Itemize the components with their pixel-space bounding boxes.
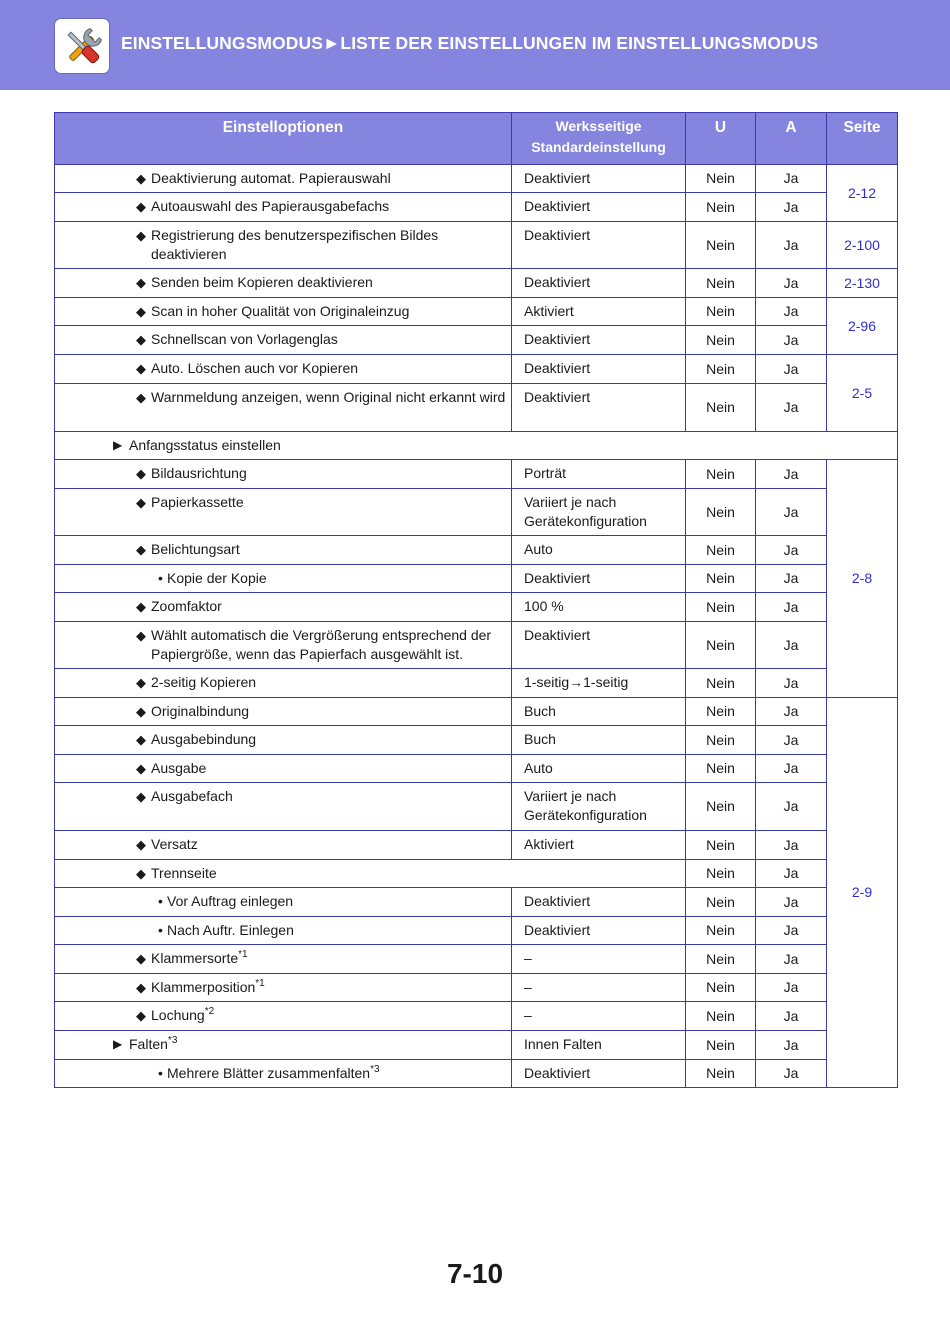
default-cell: Deaktiviert: [512, 326, 686, 355]
a-cell: Ja: [756, 783, 827, 831]
default-cell: Deaktiviert: [512, 269, 686, 298]
page-link[interactable]: 2-5: [827, 355, 898, 432]
default-cell: –: [512, 1002, 686, 1031]
option-cell: ◆ 2-seitig Kopieren: [55, 669, 512, 698]
default-cell: Deaktiviert: [512, 888, 686, 917]
option-cell: • Kopie der Kopie: [55, 565, 512, 593]
option-cell: ◆ Auto. Löschen auch vor Kopieren: [55, 355, 512, 384]
a-cell: Ja: [756, 384, 827, 432]
option-cell: ◆ Senden beim Kopieren deaktivieren: [55, 269, 512, 298]
u-cell: Nein: [686, 1002, 756, 1031]
option-label: Klammerposition: [151, 979, 256, 995]
u-cell: Nein: [686, 565, 756, 593]
a-cell: Ja: [756, 1002, 827, 1031]
u-cell: Nein: [686, 917, 756, 945]
page-link[interactable]: 2-100: [827, 222, 898, 269]
page-number: 7-10: [446, 1258, 504, 1289]
table-row: [55, 489, 898, 536]
table-row: [55, 269, 898, 298]
default-cell: Deaktiviert: [512, 355, 686, 384]
table-header-row: [55, 113, 898, 165]
a-cell: Ja: [756, 165, 827, 193]
option-cell: [55, 945, 512, 974]
default-cell: Deaktiviert: [512, 384, 686, 432]
header-default: [512, 113, 686, 165]
default-cell: Auto: [512, 536, 686, 565]
default-cell: Deaktiviert: [512, 222, 686, 269]
footnote-marker: *3: [370, 1064, 380, 1075]
u-cell: Nein: [686, 460, 756, 489]
a-cell: Ja: [756, 974, 827, 1002]
u-cell: Nein: [686, 593, 756, 622]
a-cell: Ja: [756, 326, 827, 355]
default-cell: Deaktiviert: [512, 1060, 686, 1088]
a-cell: Ja: [756, 460, 827, 489]
table-row: [55, 755, 898, 783]
table-row: [55, 622, 898, 669]
page-link[interactable]: 2-96: [827, 298, 898, 355]
table-row: [55, 783, 898, 831]
page-link[interactable]: 2-12: [827, 165, 898, 222]
option-label: Falten: [129, 1036, 168, 1052]
default-cell: Deaktiviert: [512, 917, 686, 945]
page-header: [0, 0, 950, 90]
a-cell: Ja: [756, 1060, 827, 1088]
option-cell: [55, 974, 512, 1002]
default-cell: 1-seitig→1-seitig: [512, 669, 686, 698]
option-cell: [55, 1031, 512, 1060]
u-cell: Nein: [686, 384, 756, 432]
a-cell: Ja: [756, 698, 827, 726]
option-cell: ◆ Versatz: [55, 831, 512, 860]
table-row: [55, 888, 898, 917]
table-row: [55, 1002, 898, 1031]
table-row: [55, 945, 898, 974]
a-cell: Ja: [756, 669, 827, 698]
table-section-row: [55, 432, 898, 460]
table-row: [55, 384, 898, 432]
default-cell: Variiert je nach Gerätekonfiguration: [512, 783, 686, 831]
u-cell: Nein: [686, 669, 756, 698]
option-cell: ◆ Warnmeldung anzeigen, wenn Original nicht erkannt wird: [55, 384, 512, 432]
option-cell: ◆ Zoomfaktor: [55, 593, 512, 622]
header-options: Einstelloptionen: [55, 113, 512, 165]
a-cell: Ja: [756, 831, 827, 860]
header-default-line1: Werksseitige: [555, 118, 642, 134]
table-row: [55, 565, 898, 593]
default-cell: Deaktiviert: [512, 622, 686, 669]
a-cell: Ja: [756, 489, 827, 536]
default-cell: –: [512, 974, 686, 1002]
option-label: Mehrere Blätter zusammenfalten: [167, 1065, 371, 1081]
a-cell: Ja: [756, 755, 827, 783]
table-row: [55, 669, 898, 698]
option-cell: ◆ Registrierung des benutzerspezifischen Bildes deaktivieren: [55, 222, 512, 269]
a-cell: Ja: [756, 917, 827, 945]
page-link[interactable]: 2-9: [827, 698, 898, 1088]
u-cell: Nein: [686, 269, 756, 298]
a-cell: Ja: [756, 860, 827, 888]
table-row: [55, 355, 898, 384]
footnote-marker: *2: [204, 1006, 215, 1017]
u-cell: Nein: [686, 974, 756, 1002]
option-cell: ◆ Papierkassette: [55, 489, 512, 536]
default-cell: Porträt: [512, 460, 686, 489]
header-u: U: [686, 113, 756, 165]
page-link[interactable]: 2-130: [827, 269, 898, 298]
table-row: [55, 326, 898, 355]
option-cell: [55, 1060, 512, 1088]
a-cell: Ja: [756, 222, 827, 269]
page-link[interactable]: 2-8: [827, 460, 898, 698]
tools-icon: [54, 18, 110, 74]
default-cell: Aktiviert: [512, 298, 686, 326]
u-cell: Nein: [686, 536, 756, 565]
a-cell: Ja: [756, 593, 827, 622]
option-label: Lochung: [151, 1007, 205, 1023]
u-cell: Nein: [686, 222, 756, 269]
a-cell: Ja: [756, 298, 827, 326]
default-cell: Deaktiviert: [512, 193, 686, 222]
option-cell: ◆ Autoauswahl des Papierausgabefachs: [55, 193, 512, 222]
default-cell: Deaktiviert: [512, 165, 686, 193]
a-cell: Ja: [756, 726, 827, 755]
table-row: [55, 536, 898, 565]
option-cell: • Nach Auftr. Einlegen: [55, 917, 512, 945]
option-cell: ◆ Scan in hoher Qualität von Originaleinzug: [55, 298, 512, 326]
table-row: [55, 726, 898, 755]
footnote-marker: *3: [167, 1035, 178, 1046]
default-cell: Variiert je nach Gerätekonfiguration: [512, 489, 686, 536]
option-cell: ◆ Belichtungsart: [55, 536, 512, 565]
u-cell: Nein: [686, 783, 756, 831]
a-cell: Ja: [756, 193, 827, 222]
header-page: Seite: [827, 113, 898, 165]
u-cell: Nein: [686, 298, 756, 326]
option-cell: • Vor Auftrag einlegen: [55, 888, 512, 917]
table-row: [55, 1060, 898, 1088]
table-row: [55, 193, 898, 222]
default-cell: Buch: [512, 698, 686, 726]
header-a: A: [756, 113, 827, 165]
option-cell: [55, 1002, 512, 1031]
u-cell: Nein: [686, 1060, 756, 1088]
footnote-marker: *1: [255, 978, 265, 989]
settings-table: [54, 112, 898, 1088]
option-label: Klammersorte: [151, 950, 239, 966]
option-cell: ◆ Ausgabefach: [55, 783, 512, 831]
u-cell: Nein: [686, 860, 756, 888]
option-cell: ◆ Wählt automatisch die Vergrößerung entsprechend der Papiergröße, wenn das Papierfach ausgewählt ist.: [55, 622, 512, 669]
option-cell: ◆ Schnellscan von Vorlagenglas: [55, 326, 512, 355]
a-cell: Ja: [756, 355, 827, 384]
table-row: [55, 460, 898, 489]
option-cell: ◆ Ausgabe: [55, 755, 512, 783]
default-cell: 100 %: [512, 593, 686, 622]
a-cell: Ja: [756, 1031, 827, 1060]
default-cell: Deaktiviert: [512, 565, 686, 593]
a-cell: Ja: [756, 536, 827, 565]
table-row: [55, 298, 898, 326]
u-cell: Nein: [686, 945, 756, 974]
table-row: [55, 831, 898, 860]
u-cell: Nein: [686, 355, 756, 384]
u-cell: Nein: [686, 489, 756, 536]
table-row: [55, 222, 898, 269]
table-row: [55, 860, 898, 888]
u-cell: Nein: [686, 698, 756, 726]
u-cell: Nein: [686, 888, 756, 917]
table-row: [55, 1031, 898, 1060]
a-cell: Ja: [756, 269, 827, 298]
default-cell: Buch: [512, 726, 686, 755]
a-cell: Ja: [756, 565, 827, 593]
u-cell: Nein: [686, 726, 756, 755]
default-cell: Aktiviert: [512, 831, 686, 860]
option-cell: ◆ Trennseite: [55, 860, 686, 888]
option-cell: ◆ Ausgabebindung: [55, 726, 512, 755]
table-row: [55, 917, 898, 945]
table-row: [55, 698, 898, 726]
header-default-line2: Standardeinstellung: [531, 139, 666, 155]
u-cell: Nein: [686, 193, 756, 222]
option-cell: ◆ Originalbindung: [55, 698, 512, 726]
default-cell: Auto: [512, 755, 686, 783]
table-row: [55, 165, 898, 193]
u-cell: Nein: [686, 831, 756, 860]
table-row: [55, 593, 898, 622]
option-cell: ◆ Bildausrichtung: [55, 460, 512, 489]
a-cell: Ja: [756, 888, 827, 917]
page-title: EINSTELLUNGSMODUS►LISTE DER EINSTELLUNGEN IM EINSTELLUNGSMODUS: [121, 33, 819, 53]
section-heading: ▶ Anfangsstatus einstellen: [55, 432, 898, 460]
a-cell: Ja: [756, 945, 827, 974]
default-cell: –: [512, 945, 686, 974]
table-row: [55, 974, 898, 1002]
u-cell: Nein: [686, 165, 756, 193]
a-cell: Ja: [756, 622, 827, 669]
footnote-marker: *1: [238, 949, 248, 960]
u-cell: Nein: [686, 755, 756, 783]
default-cell: Innen Falten: [512, 1031, 686, 1060]
u-cell: Nein: [686, 1031, 756, 1060]
u-cell: Nein: [686, 622, 756, 669]
u-cell: Nein: [686, 326, 756, 355]
option-cell: ◆ Deaktivierung automat. Papierauswahl: [55, 165, 512, 193]
